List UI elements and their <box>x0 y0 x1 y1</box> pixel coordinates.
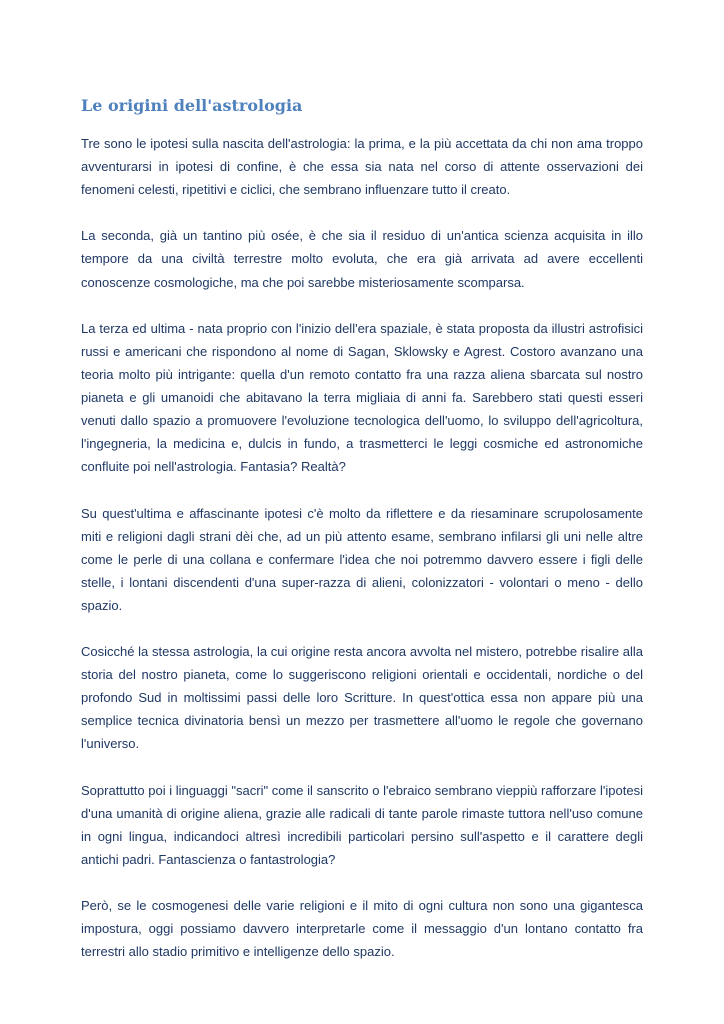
paragraph-4: Su quest'ultima e affascinante ipotesi c'è molto da riflettere e da riesaminare scrupolosamente miti e religioni dagli strani dèi che, ad un più attento esame, sembrano infilarsi gli uni nelle altre come le perle di una collana e confermare l'idea che noi potremmo davvero essere i figli delle stelle, i lontani discendenti d'una super-razza di alieni, colonizzatori - volontari o meno - dello spazio. <box>81 505 643 613</box>
document-title: Le origini dell'astrologia <box>81 96 303 115</box>
paragraph-3: La terza ed ultima - nata proprio con l'inizio dell'era spaziale, è stata proposta da illustri astrofisici russi e americani che rispondono al nome di Sagan, Sklowsky e Agrest. Costoro avanzano una teoria molto più intrigante: quella d'un remoto contatto fra una razza aliena sbarcata sul nostro pianeta e gli umanoidi che abitavano la terra migliaia di anni fa. Sarebbero stati questi esseri venuti dallo spazio a promuovere l'evoluzione tecnologica dell'uomo, lo sviluppo dell'agricoltura, l'ingegneria, la medicina e, dulcis in fundo, a trasmetterci le leggi cosmiche ed astronomiche confluite poi nell'astrologia. Fantasia? Realtà? <box>81 320 643 475</box>
paragraph-2: La seconda, già un tantino più osée, è che sia il residuo di un'antica scienza acquisita in illo tempore da una civiltà terrestre molto evoluta, che era già arrivata ad avere eccellenti conoscenze cosmologiche, ma che poi sarebbe misteriosamente scomparsa. <box>81 228 643 290</box>
paragraph-5: Cosicché la stessa astrologia, la cui origine resta ancora avvolta nel mistero, potrebbe risalire alla storia del nostro pianeta, come lo suggeriscono religioni orientali e occidentali, nordiche o del profondo Sud in moltissimi passi delle loro Scritture. In quest'ottica essa non appare più una semplice tecnica divinatoria bensì un mezzo per trasmettere all'uomo le regole che governano l'universo. <box>81 644 643 752</box>
paragraph-7: Però, se le cosmogenesi delle varie religioni e il mito di ogni cultura non sono una gigantesca impostura, oggi possiamo davvero interpretarle come il messaggio d'un lontano contatto fra terrestri allo stadio primitivo e intelligenze dello spazio. <box>81 898 643 960</box>
document-page <box>81 92 643 986</box>
paragraph-6: Soprattutto poi i linguaggi "sacri" come il sanscrito o l'ebraico sembrano vieppiù rafforzare l'ipotesi d'una umanità di origine aliena, grazie alle radicali di tante parole rimaste tuttora nell'uso comune in ogni lingua, indicandoci altresì incredibili particolari persino sull'aspetto e il carattere degli antichi padri. Fantascienza o fantastrologia? <box>81 782 643 867</box>
paragraph-1: Tre sono le ipotesi sulla nascita dell'astrologia: la prima, e la più accettata da chi non ama troppo avventurarsi in ipotesi di confine, è che essa sia nata nel corso di attente osservazioni dei fenomeni celesti, ripetitivi e ciclici, che sembrano influenzare tutto il creato. <box>81 136 643 198</box>
